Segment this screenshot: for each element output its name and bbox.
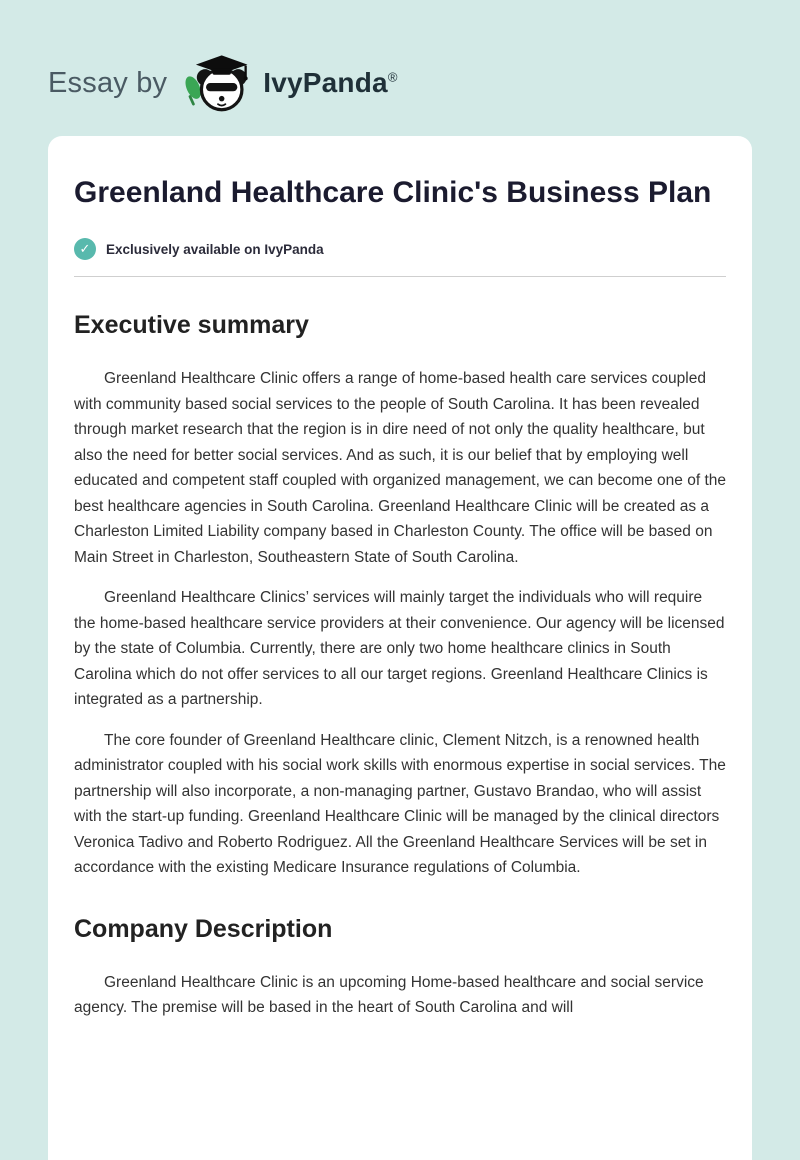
registered-mark: ® xyxy=(387,69,398,85)
availability-badge xyxy=(74,238,726,260)
paragraph: Greenland Healthcare Clinic offers a range of home-based health care services coupled with community based social services to the people of South Carolina. It has been revealed through market research that the region is in dire need of not only the quality healthcare, but also the need for better social services. And as such, it is our belief that by employing well educated and competent staff coupled with organized management, we can become one of the best healthcare agencies in South Carolina. Greenland Healthcare Clinic will be created as a Charleston Limited Liability company based in Charleston County. The office will be based on Main Street in Charleston, Southeastern State of South Carolina. xyxy=(74,370,727,566)
page-header xyxy=(0,0,800,128)
essay-by-text: Essay by xyxy=(48,66,168,99)
essay-card xyxy=(48,136,752,1160)
brand-name: IvyPanda® xyxy=(263,67,398,98)
brand-link[interactable] xyxy=(183,52,397,114)
ivypanda-logo-icon xyxy=(183,52,253,114)
availability-label: Exclusively available on IvyPanda xyxy=(106,241,324,257)
section-heading-company-description: Company Description xyxy=(74,914,333,943)
paragraph: The core founder of Greenland Healthcare clinic, Clement Nitzch, is a renowned health administrator coupled with his social work skills with enormous expertise in social services. The partnership will also incorporate, a non-managing partner, Gustavo Brandao, who will assist with the start-up funding. Greenland Healthcare Clinic will be managed by the clinical directors Veronica Tadivo and Roberto Rodriguez. All the Greenland Healthcare Services will be set in accordance with the existing Medicare Insurance regulations of Columbia. xyxy=(74,731,726,876)
divider xyxy=(74,276,726,277)
section-heading-executive-summary: Executive summary xyxy=(74,311,309,339)
essay-title: Greenland Healthcare Clinic's Business Plan xyxy=(74,176,712,209)
paragraph: Greenland Healthcare Clinic is an upcoming Home-based healthcare and social service agency. The premise will be based in the heart of South Carolina and will xyxy=(74,973,704,1016)
check-icon: ✓ xyxy=(74,238,96,260)
paragraph: Greenland Healthcare Clinics’ services will mainly target the individuals who will require the home-based healthcare service providers at their convenience. Our agency will be licensed by the state of Columbia. Currently, there are only two home healthcare clinics in South Carolina which do not offer services to all our target regions. Greenland Healthcare Clinics is integrated as a partnership. xyxy=(74,589,725,708)
